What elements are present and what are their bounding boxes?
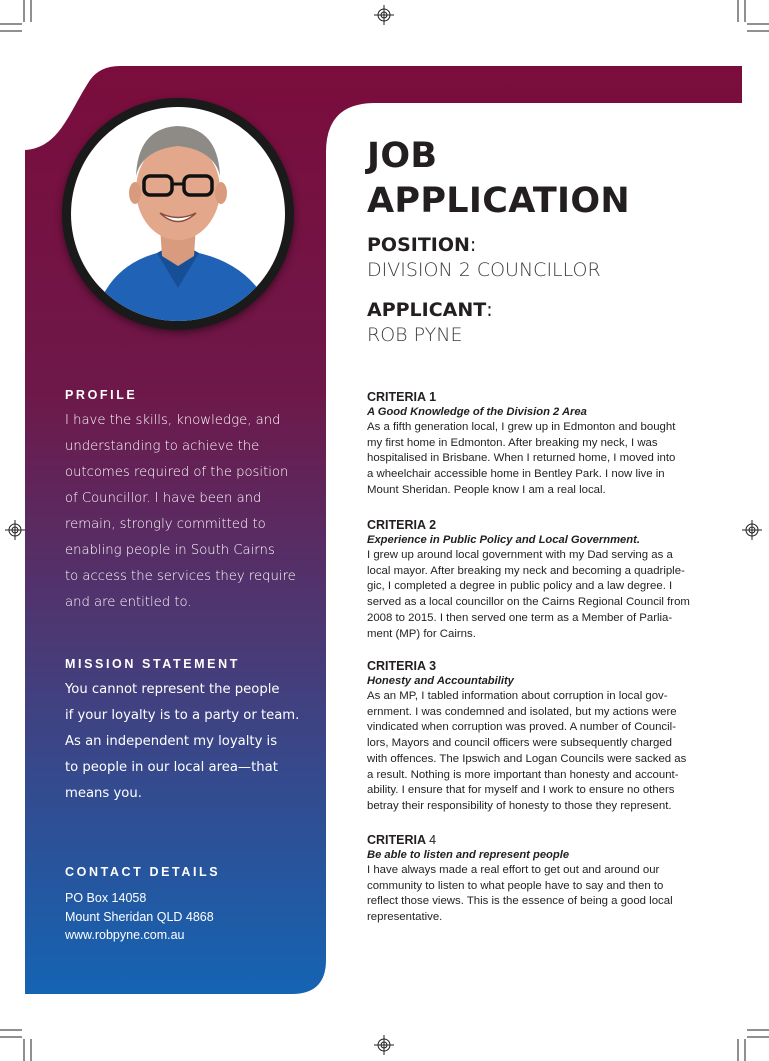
criteria-body-line: a result. Nothing is more important than honesty and account- xyxy=(367,768,679,781)
criteria-body-line: As a fifth generation local, I grew up in Edmonton and bought xyxy=(367,421,676,433)
criteria-body-line: ability. I ensure that for myself and I work to ensure no others xyxy=(367,784,675,797)
criteria-3-label: CRITERIA xyxy=(367,659,426,673)
title-line-2: APPLICATION xyxy=(367,181,631,221)
criteria-4-subtitle: Be able to listen and represent people xyxy=(367,849,570,861)
applicant-block: APPLICANT: ROB PYNE xyxy=(367,299,493,346)
criteria-3-number: 3 xyxy=(429,659,437,673)
criteria-body-line: lors, Mayors and council officers were subsequently charged xyxy=(367,737,672,750)
criteria-body-line: a wheelchair accessible home in Bentley Park. I now live in xyxy=(367,468,665,481)
criteria-body-line: ment (MP) for Cairns. xyxy=(367,627,476,640)
mission-line: to people in our local area—that xyxy=(65,760,278,775)
position-label: POSITION xyxy=(367,234,470,256)
criteria-body-line: vindicated when corruption was proved. A number of Council- xyxy=(367,721,676,734)
criteria-3-body xyxy=(367,689,707,815)
profile-line: enabling people in South Cairns xyxy=(65,543,275,558)
criteria-1-subtitle: A Good Knowledge of the Division 2 Area xyxy=(367,406,587,418)
position-value: DIVISION 2 COUNCILLOR xyxy=(367,259,601,281)
profile-line: understanding to achieve the xyxy=(65,439,260,454)
profile-line: and are entitled to. xyxy=(65,595,192,610)
criteria-body-line: with offences. The Ipswich and Logan Councils were sacked as xyxy=(367,752,687,765)
criteria-4-body xyxy=(367,863,707,926)
mission-line: You cannot represent the people xyxy=(65,682,280,697)
criteria-4 xyxy=(367,832,707,926)
criteria-2-label: CRITERIA xyxy=(367,518,426,532)
criteria-2 xyxy=(367,517,707,642)
criteria-3 xyxy=(367,658,707,815)
criteria-2-number: 2 xyxy=(429,518,437,532)
criteria-body-line: reflect those views. This is the essence of being a good local xyxy=(367,895,673,908)
contact-address: Mount Sheridan QLD 4868 xyxy=(65,909,214,924)
criteria-body-line: served as a local councillor on the Cairns Regional Council from xyxy=(367,596,690,609)
profile-line: of Councillor. I have been and xyxy=(65,491,262,506)
contact-po-box: PO Box 14058 xyxy=(65,891,147,905)
profile-line: remain, strongly committed to xyxy=(65,517,266,532)
criteria-body-line: community to listen to what people have to say and then to xyxy=(367,879,664,892)
contact-website[interactable]: www.robpyne.com.au xyxy=(65,928,185,942)
contact-heading: CONTACT DETAILS xyxy=(65,865,221,879)
criteria-body-line: betray their responsibility of honesty to those they represent. xyxy=(367,799,672,812)
criteria-1-number: 1 xyxy=(429,390,437,404)
profile-section xyxy=(65,388,305,616)
applicant-label: APPLICANT xyxy=(367,299,487,321)
profile-line: to access the services they require xyxy=(65,569,296,584)
mission-section xyxy=(65,657,305,807)
criteria-body-line: 2008 to 2015. I then served one term as a Member of Parlia- xyxy=(367,611,673,624)
contact-section xyxy=(65,865,305,945)
applicant-photo xyxy=(62,98,294,330)
criteria-4-number: 4 xyxy=(429,833,437,847)
applicant-value: ROB PYNE xyxy=(367,324,463,346)
mission-line: if your loyalty is to a party or team. xyxy=(65,708,300,723)
mission-heading: MISSION STATEMENT xyxy=(65,657,240,671)
criteria-body-line: I have always made a real effort to get out and around our xyxy=(367,864,660,876)
page-title xyxy=(367,134,630,224)
criteria-4-label: CRITERIA xyxy=(367,833,426,847)
criteria-body-line: As an MP, I tabled information about corruption in local gov- xyxy=(367,690,668,702)
mission-line: means you. xyxy=(65,786,142,801)
criteria-2-body xyxy=(367,548,707,642)
profile-text xyxy=(65,408,305,616)
profile-line: outcomes required of the position xyxy=(65,465,289,480)
title-line-1: JOB xyxy=(367,136,438,176)
criteria-body-line: I grew up around local government with my Dad serving as a xyxy=(367,549,673,561)
criteria-body-line: representative. xyxy=(367,911,443,924)
criteria-body-line: ernment. I was condemned and isolated, but my actions were xyxy=(367,705,677,718)
mission-text xyxy=(65,677,305,807)
criteria-3-subtitle: Honesty and Accountability xyxy=(367,675,514,687)
criteria-body-line: hospitalised in Brisbane. When I returned home, I moved into xyxy=(367,452,676,465)
profile-line: I have the skills, knowledge, and xyxy=(65,413,281,428)
criteria-1-body xyxy=(367,420,707,499)
criteria-body-line: my first home in Edmonton. After breaking my neck, I was xyxy=(367,436,658,449)
criteria-1 xyxy=(367,389,707,499)
position-block: POSITION: DIVISION 2 COUNCILLOR xyxy=(367,234,601,281)
criteria-1-label: CRITERIA xyxy=(367,390,426,404)
criteria-body-line: Mount Sheridan. People know I am a real local. xyxy=(367,483,606,496)
mission-line: As an independent my loyalty is xyxy=(65,734,278,749)
criteria-body-line: gic, I completed a degree in public policy and a law degree. I xyxy=(367,580,673,593)
profile-heading: PROFILE xyxy=(65,388,138,402)
criteria-2-subtitle: Experience in Public Policy and Local Government. xyxy=(367,534,640,546)
criteria-body-line: local mayor. After breaking my neck and becoming a quadriple- xyxy=(367,564,685,577)
